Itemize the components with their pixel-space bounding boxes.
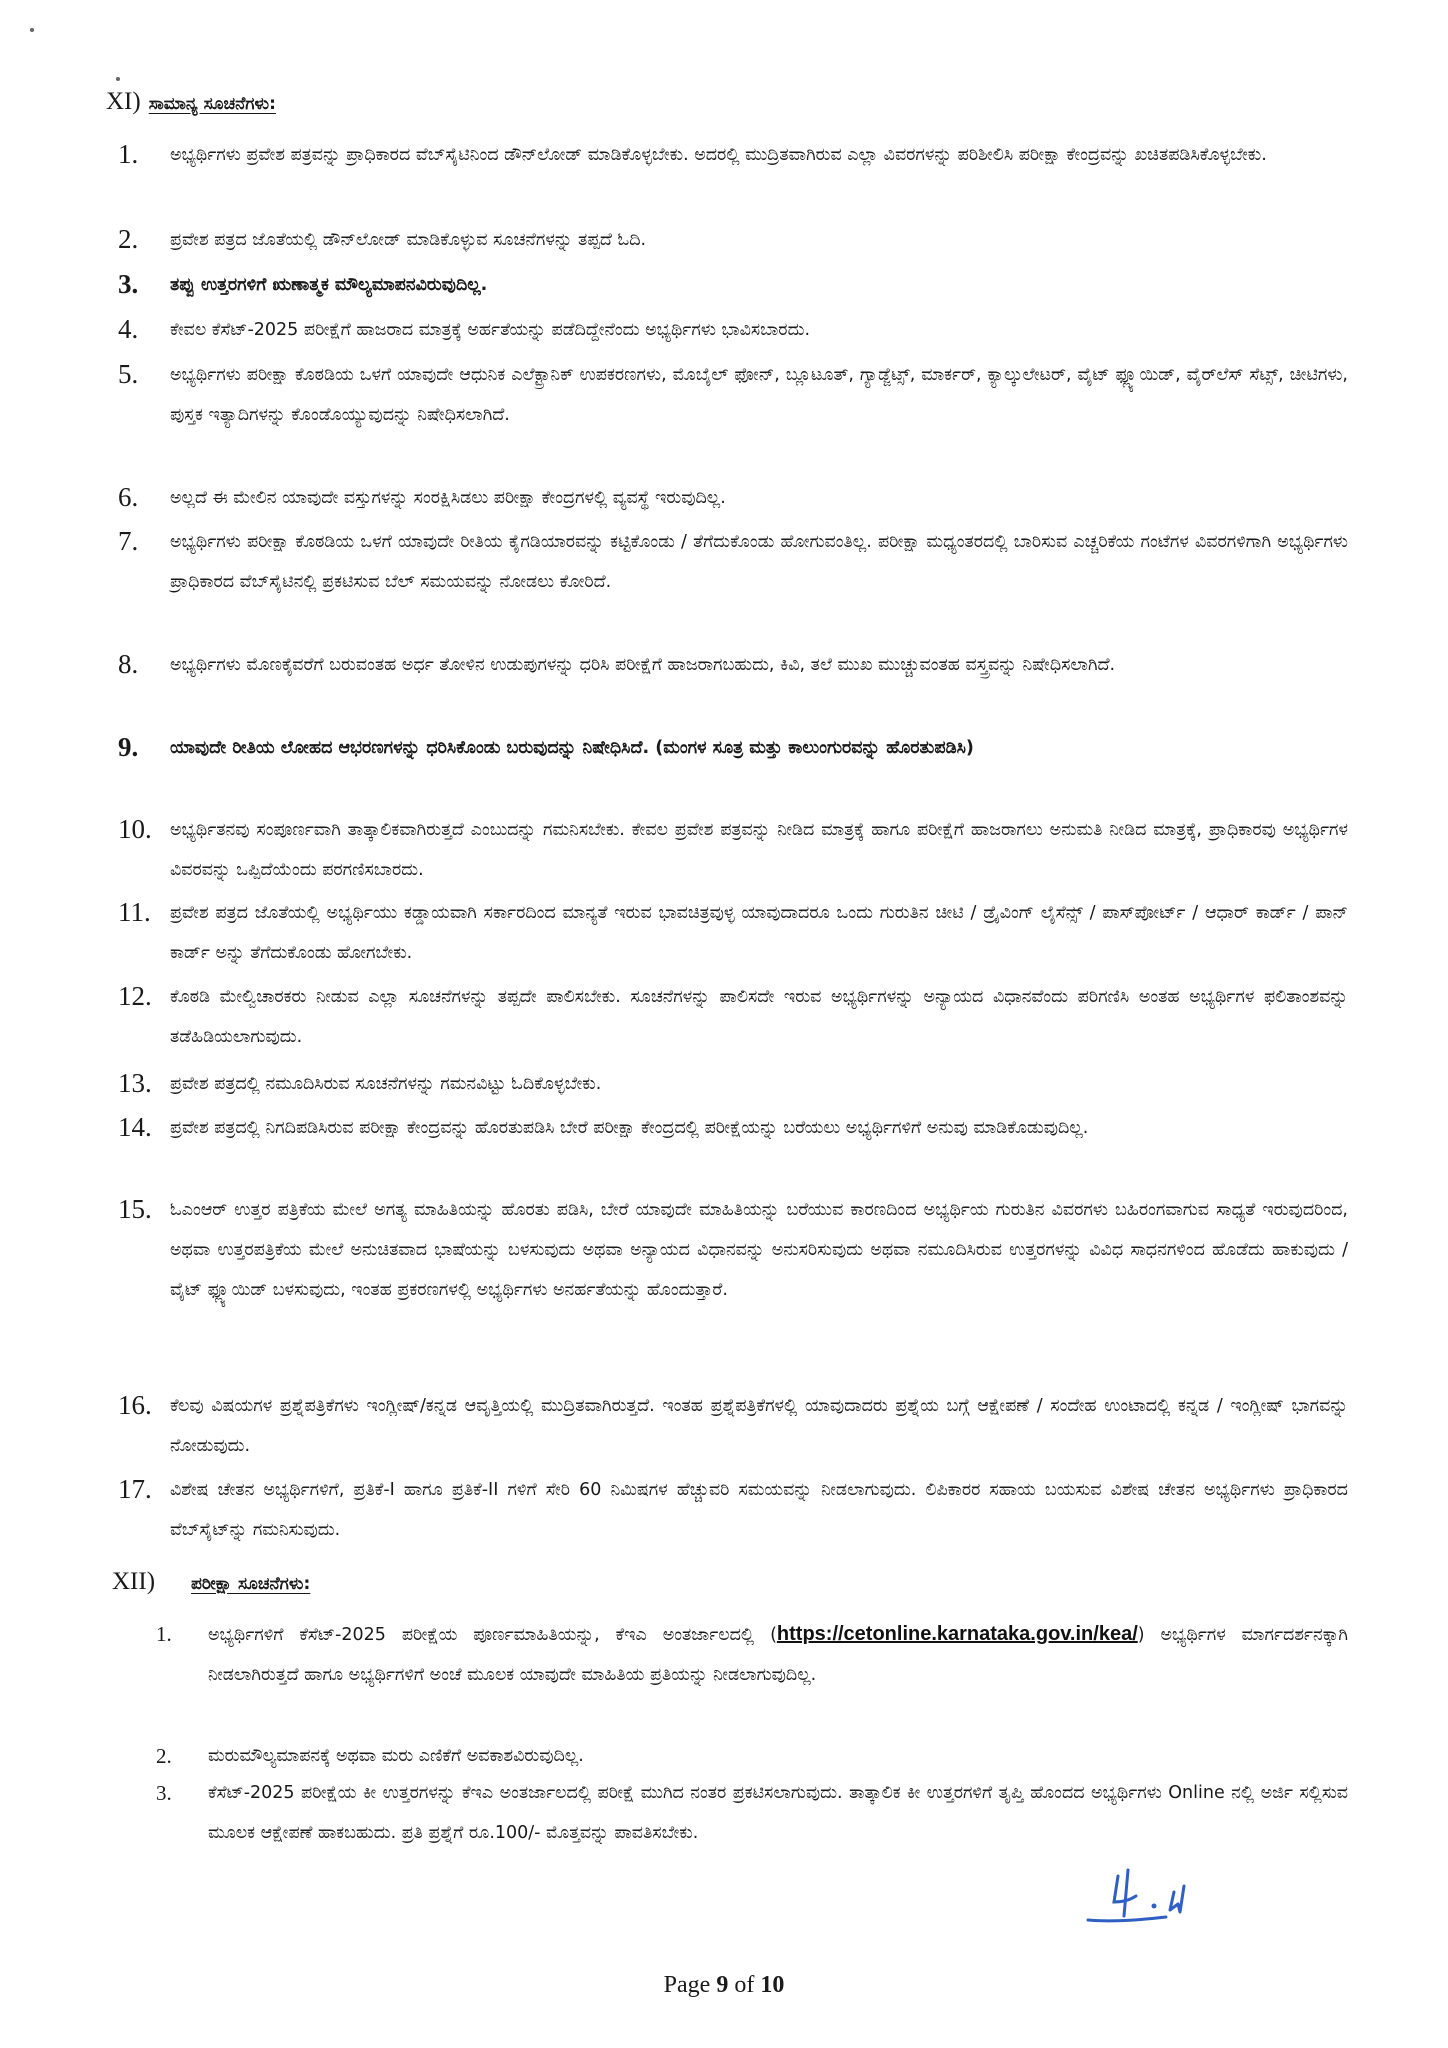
list-item (118, 645, 1348, 685)
list-item (118, 522, 1348, 602)
item-number: 9. (118, 732, 139, 762)
list-item (118, 1386, 1348, 1466)
item-text: ಕೆಲವು ವಿಷಯಗಳ ಪ್ರಶ್ನೆಪತ್ರಿಕೆಗಳು ಇಂಗ್ಲೀಷ್/ಕನ್ನಡ ಆವೃತ್ತಿಯಲ್ಲಿ ಮುದ್ರಿತವಾಗಿರುತ್ತದೆ. ಇಂತಹ ಪ್ರಶ್ನೆಪತ್ರಿಕೆಗಳಲ್ಲಿ ಯಾವುದಾದರು ಪ್ರಶ್ನೆಯ ಬಗ್ಗೆ ಆಕ್ಷೇಪಣೆ / ಸಂದೇಹ ಉಂಟಾದಲ್ಲಿ ಕನ್ನಡ / ಇಂಗ್ಲೀಷ್ ಭಾಗವನ್ನು ನೋಡುವುದು. (170, 1396, 1348, 1456)
item-number: 7. (118, 526, 139, 556)
total-pages-number: 10 (760, 1972, 785, 1998)
list-item (118, 135, 1348, 175)
link-bracket: ( (770, 1625, 777, 1645)
item-number: 16. (118, 1390, 152, 1420)
list-item (118, 1064, 1348, 1104)
item-number: 3. (118, 269, 139, 299)
item-number: 10. (118, 814, 152, 844)
scan-speck (30, 28, 34, 32)
item-text: ಅಭ್ಯರ್ಥಿತನವು ಸಂಪೂರ್ಣವಾಗಿ ತಾತ್ಕಾಲಿಕವಾಗಿರುತ್ತದೆ ಎಂಬುದನ್ನು ಗಮನಿಸಬೇಕು. ಕೇವಲ ಪ್ರವೇಶ ಪತ್ರವನ್ನು ನೀಡಿದ ಮಾತ್ರಕ್ಕೆ ಹಾಗೂ ಪರೀಕ್ಷೆಗೆ ಹಾಜರಾಗಲು ಅನುಮತಿ ನೀಡಿದ ಮಾತ್ರಕ್ಕೆ, ಪ್ರಾಧಿಕಾರವು ಅಭ್ಯರ್ಥಿಗಳ ವಿವರವನ್ನು ಒಪ್ಪಿದೆಯೆಂದು ಪರಗಣಿಸಬಾರದು. (170, 820, 1348, 880)
kea-website-link[interactable]: https://cetonline.karnataka.gov.in/kea/ (776, 1623, 1138, 1645)
item-number: 15. (118, 1194, 152, 1224)
item-text: ಓಎಂಆರ್ ಉತ್ತರ ಪತ್ರಿಕೆಯ ಮೇಲೆ ಅಗತ್ಯ ಮಾಹಿತಿಯನ್ನು ಹೊರತು ಪಡಿಸಿ, ಬೇರೆ ಯಾವುದೇ ಮಾಹಿತಿಯನ್ನು ಬರೆಯುವ ಕಾರಣದಿಂದ ಅಭ್ಯರ್ಥಿಯ ಗುರುತಿನ ವಿವರಗಳು ಬಹಿರಂಗವಾಗುವ ಸಾಧ್ಯತೆ ಇರುವುದರಿಂದ, ಅಥವಾ ಉತ್ತರಪತ್ರಿಕೆಯ ಮೇಲೆ ಅನುಚಿತವಾದ ಭಾಷೆಯನ್ನು ಬಳಸುವುದು ಅಥವಾ ಅನ್ಯಾಯದ ವಿಧಾನವನ್ನು ಅನುಸರಿಸುವುದು ಅಥವಾ ನಮೂದಿಸಿರುವ ಉತ್ತರಗಳನ್ನು ವಿವಿಧ ಸಾಧನಗಳಿಂದ ಹೊಡೆದು ಹಾಕುವುದು / ವೈಟ್ ಫ್ಲ್ಯೂಯಿಡ್ ಬಳಸುವುದು, ಇಂತಹ ಪ್ರಕರಣಗಳಲ್ಲಿ ಅಭ್ಯರ್ಥಿಗಳು ಅನರ್ಹತೆಯನ್ನು ಹೊಂದುತ್ತಾರೆ. (170, 1200, 1348, 1300)
handwritten-signature (1070, 1862, 1210, 1932)
list-item (118, 893, 1348, 973)
list-item (118, 220, 1348, 260)
item-number: 1. (118, 139, 139, 169)
item-text-part: ಅಭ್ಯರ್ಥಿಗಳ ಮಾರ್ಗದರ್ಶನಕ್ಕಾಗಿ ನೀಡಲಾಗಿರುತ್ತದೆ ಹಾಗೂ ಅಭ್ಯರ್ಥಿಗಳಿಗೆ ಅಂಚೆ ಮೂಲಕ ಯಾವುದೇ ಮಾಹಿತಿಯ ಪ್ರತಿಯನ್ನು ನೀಡಲಾಗುವುದಿಲ್ಲ. (208, 1625, 1348, 1685)
list-item (156, 1773, 1348, 1853)
section-12-number: XII) (112, 1568, 156, 1595)
item-text: ಮರುಮೌಲ್ಯಮಾಪನಕ್ಕೆ ಅಥವಾ ಮರು ಎಣಿಕೆಗೆ ಅವಕಾಶವಿರುವುದಿಲ್ಲ. (208, 1746, 584, 1766)
item-text: ತಪ್ಪು ಉತ್ತರಗಳಿಗೆ ಋಣಾತ್ಮಕ ಮೌಲ್ಯಮಾಪನವಿರುವುದಿಲ್ಲ. (170, 275, 488, 295)
list-item (118, 355, 1348, 435)
item-number: 12. (118, 981, 152, 1011)
list-item (156, 1614, 1348, 1695)
page-footer (0, 1972, 1448, 1999)
item-text: ಯಾವುದೇ ರೀತಿಯ ಲೋಹದ ಆಭರಣಗಳನ್ನು ಧರಿಸಿಕೊಂಡು ಬರುವುದನ್ನು ನಿಷೇಧಿಸಿದೆ. (ಮಂಗಳ ಸೂತ್ರ ಮತ್ತು ಕಾಲುಂಗುರವನ್ನು ಹೊರತುಪಡಿಸಿ) (170, 738, 974, 758)
list-item (118, 810, 1348, 890)
list-item (118, 1190, 1348, 1310)
item-text: ಪ್ರವೇಶ ಪತ್ರದಲ್ಲಿ ನಮೂದಿಸಿರುವ ಸೂಚನೆಗಳನ್ನು ಗಮನವಿಟ್ಟು ಓದಿಕೊಳ್ಳಬೇಕು. (170, 1074, 602, 1094)
item-text: ಅಭ್ಯರ್ಥಿಗಳು ಮೊಣಕೈವರೆಗೆ ಬರುವಂತಹ ಅರ್ಧ ತೋಳಿನ ಉಡುಪುಗಳನ್ನು ಧರಿಸಿ ಪರೀಕ್ಷೆಗೆ ಹಾಜರಾಗಬಹುದು, ಕಿವಿ, ತಲೆ ಮುಖ ಮುಚ್ಚುವಂತಹ ವಸ್ತ್ರವನ್ನು ನಿಷೇಧಿಸಲಾಗಿದೆ. (170, 655, 1116, 675)
list-item (118, 265, 1348, 305)
item-number: 11. (118, 897, 151, 927)
list-item (118, 1470, 1348, 1550)
item-number: 14. (118, 1112, 152, 1142)
item-number: 5. (118, 359, 139, 389)
item-text: ಅಭ್ಯರ್ಥಿಗಳು ಪರೀಕ್ಷಾ ಕೊಠಡಿಯ ಒಳಗೆ ಯಾವುದೇ ರೀತಿಯ ಕೈಗಡಿಯಾರವನ್ನು ಕಟ್ಟಿಕೊಂಡು / ತೆಗೆದುಕೊಂಡು ಹೋಗುವಂತಿಲ್ಲ. ಪರೀಕ್ಷಾ ಮಧ್ಯಂತರದಲ್ಲಿ ಬಾರಿಸುವ ಎಚ್ಚರಿಕೆಯ ಗಂಟೆಗಳ ವಿವರಗಳಿಗಾಗಿ ಅಭ್ಯರ್ಥಿಗಳು ಪ್ರಾಧಿಕಾರದ ವೆಬ್‌ಸೈಟಿನಲ್ಲಿ ಪ್ರಕಟಿಸುವ ಬೆಲ್ ಸಮಯವನ್ನು ನೋಡಲು ಕೋರಿದೆ. (170, 532, 1348, 592)
section-12-heading (112, 1568, 310, 1596)
item-number: 8. (118, 649, 139, 679)
item-number: 13. (118, 1068, 152, 1098)
item-text: ಅಭ್ಯರ್ಥಿಗಳು ಪ್ರವೇಶ ಪತ್ರವನ್ನು ಪ್ರಾಧಿಕಾರದ ವೆಬ್‌ಸೈಟಿನಿಂದ ಡೌನ್‌ಲೋಡ್ ಮಾಡಿಕೊಳ್ಳಬೇಕು. ಅದರಲ್ಲಿ ಮುದ್ರಿತವಾಗಿರುವ ಎಲ್ಲಾ ವಿವರಗಳನ್ನು ಪರಿಶೀಲಿಸಿ ಪರೀಕ್ಷಾ ಕೇಂದ್ರವನ್ನು ಖಚಿತಪಡಿಸಿಕೊಳ್ಳಬೇಕು. (170, 145, 1267, 165)
list-item (118, 478, 1348, 518)
item-number: 2. (156, 1744, 172, 1768)
item-text: ಪ್ರವೇಶ ಪತ್ರದ ಜೊತೆಯಲ್ಲಿ ಅಭ್ಯರ್ಥಿಯು ಕಡ್ಡಾಯವಾಗಿ ಸರ್ಕಾರದಿಂದ ಮಾನ್ಯತೆ ಇರುವ ಭಾವಚಿತ್ರವುಳ್ಳ ಯಾವುದಾದರೂ ಒಂದು ಗುರುತಿನ ಚೀಟಿ / ಡ್ರೈವಿಂಗ್ ಲೈಸೆನ್ಸ್ / ಪಾಸ್‌ಪೋರ್ಟ್ / ಆಧಾರ್ ಕಾರ್ಡ್ / ಪಾನ್ ಕಾರ್ಡ್ ಅನ್ನು ತೆಗೆದುಕೊಂಡು ಹೋಗಬೇಕು. (170, 903, 1348, 963)
list-item (118, 728, 1348, 768)
link-bracket: ) (1137, 1625, 1145, 1645)
item-number: 2. (118, 224, 139, 254)
list-item (118, 310, 1348, 350)
item-text (208, 1614, 1348, 1695)
section-11-heading (106, 88, 276, 116)
item-number: 17. (118, 1474, 152, 1504)
current-page-number: 9 (716, 1972, 729, 1998)
list-item (118, 1108, 1348, 1148)
item-text: ಪ್ರವೇಶ ಪತ್ರದ ಜೊತೆಯಲ್ಲಿ ಡೌನ್‌ಲೋಡ್ ಮಾಡಿಕೊಳ್ಳುವ ಸೂಚನೆಗಳನ್ನು ತಪ್ಪದೆ ಓದಿ. (170, 230, 647, 250)
item-text: ಪ್ರವೇಶ ಪತ್ರದಲ್ಲಿ ನಿಗದಿಪಡಿಸಿರುವ ಪರೀಕ್ಷಾ ಕೇಂದ್ರವನ್ನು ಹೊರತುಪಡಿಸಿ ಬೇರೆ ಪರೀಕ್ಷಾ ಕೇಂದ್ರದಲ್ಲಿ ಪರೀಕ್ಷೆಯನ್ನು ಬರೆಯಲು ಅಭ್ಯರ್ಥಿಗಳಿಗೆ ಅನುವು ಮಾಡಿಕೊಡುವುದಿಲ್ಲ. (170, 1118, 1089, 1138)
scan-speck (116, 77, 120, 81)
item-text: ಕೆಸೆಟ್-2025 ಪರೀಕ್ಷೆಯ ಕೀ ಉತ್ತರಗಳನ್ನು ಕೆಇಎ ಅಂತರ್ಜಾಲದಲ್ಲಿ ಪರೀಕ್ಷೆ ಮುಗಿದ ನಂತರ ಪ್ರಕಟಿಸಲಾಗುವುದು. ತಾತ್ಕಾಲಿಕ ಕೀ ಉತ್ತರಗಳಿಗೆ ತೃಪ್ತಿ ಹೊಂದದ ಅಭ್ಯರ್ಥಿಗಳು Online ನಲ್ಲಿ ಅರ್ಜಿ ಸಲ್ಲಿಸುವ ಮೂಲಕ ಆಕ್ಷೇಪಣೆ ಹಾಕಬಹುದು. ಪ್ರತಿ ಪ್ರಶ್ನೆಗೆ ರೂ.100/- ಮೊತ್ತವನ್ನು ಪಾವತಿಸಬೇಕು. (208, 1783, 1348, 1843)
list-item (118, 977, 1348, 1057)
section-12-title: ಪರೀಕ್ಷಾ ಸೂಚನೆಗಳು: (191, 1574, 311, 1594)
list-item (156, 1736, 1348, 1776)
item-text: ಅಭ್ಯರ್ಥಿಗಳು ಪರೀಕ್ಷಾ ಕೊಠಡಿಯ ಒಳಗೆ ಯಾವುದೇ ಆಧುನಿಕ ಎಲೆಕ್ಟ್ರಾನಿಕ್ ಉಪಕರಣಗಳು, ಮೊಬೈಲ್ ಫೋನ್, ಬ್ಲೂಟೂತ್, ಗ್ಯಾಡ್ಜೆಟ್ಸ್, ಮಾರ್ಕರ್, ಕ್ಯಾಲ್ಕುಲೇಟರ್, ವೈಟ್ ಫ್ಲ್ಯೂಯಿಡ್, ವೈರ್‌ಲೆಸ್ ಸೆಟ್ಸ್, ಚೀಟಿಗಳು, ಪುಸ್ತಕ ಇತ್ಯಾದಿಗಳನ್ನು ಕೊಂಡೊಯ್ಯುವುದನ್ನು ನಿಷೇಧಿಸಲಾಗಿದೆ. (170, 365, 1348, 425)
section-11-title: ಸಾಮಾನ್ಯ ಸೂಚನೆಗಳು: (148, 94, 276, 114)
item-number: 3. (156, 1781, 172, 1805)
page-label: Page (663, 1972, 711, 1998)
item-text: ಅಲ್ಲದೆ ಈ ಮೇಲಿನ ಯಾವುದೇ ವಸ್ತುಗಳನ್ನು ಸಂರಕ್ಷಿಸಿಡಲು ಪರೀಕ್ಷಾ ಕೇಂದ್ರಗಳಲ್ಲಿ ವ್ಯವಸ್ಥೆ ಇರುವುದಿಲ್ಲ. (170, 488, 726, 508)
section-11-number: XI) (106, 88, 141, 115)
item-text-part: ಅಭ್ಯರ್ಥಿಗಳಿಗೆ ಕೆಸೆಟ್-2025 ಪರೀಕ್ಷೆಯ ಪೂರ್ಣಮಾಹಿತಿಯನ್ನು, ಕೆಇಎ ಅಂತರ್ಜಾಲದಲ್ಲಿ (208, 1625, 755, 1645)
item-number: 4. (118, 314, 139, 344)
item-number: 6. (118, 482, 139, 512)
item-number: 1. (156, 1622, 172, 1646)
item-text: ಕೇವಲ ಕೆಸೆಟ್-2025 ಪರೀಕ್ಷೆಗೆ ಹಾಜರಾದ ಮಾತ್ರಕ್ಕೆ ಅರ್ಹತೆಯನ್ನು ಪಡೆದಿದ್ದೇನೆಂದು ಅಭ್ಯರ್ಥಿಗಳು ಭಾವಿಸಬಾರದು. (170, 320, 811, 340)
item-text: ಕೊಠಡಿ ಮೇಲ್ವಿಚಾರಕರು ನೀಡುವ ಎಲ್ಲಾ ಸೂಚನೆಗಳನ್ನು ತಪ್ಪದೇ ಪಾಲಿಸಬೇಕು. ಸೂಚನೆಗಳನ್ನು ಪಾಲಿಸದೇ ಇರುವ ಅಭ್ಯರ್ಥಿಗಳನ್ನು ಅನ್ಯಾಯದ ವಿಧಾನವೆಂದು ಪರಿಗಣಿಸಿ ಅಂತಹ ಅಭ್ಯರ್ಥಿಗಳ ಫಲಿತಾಂಶವನ್ನು ತಡೆಹಿಡಿಯಲಾಗುವುದು. (170, 987, 1348, 1047)
item-text: ವಿಶೇಷ ಚೇತನ ಅಭ್ಯರ್ಥಿಗಳಿಗೆ, ಪ್ರತಿಕೆ-I ಹಾಗೂ ಪ್ರತಿಕೆ-II ಗಳಿಗೆ ಸೇರಿ 60 ನಿಮಿಷಗಳ ಹೆಚ್ಚುವರಿ ಸಮಯವನ್ನು ನೀಡಲಾಗುವುದು. ಲಿಪಿಕಾರರ ಸಹಾಯ ಬಯಸುವ ವಿಶೇಷ ಚೇತನ ಅಭ್ಯರ್ಥಿಗಳು ಪ್ರಾಧಿಕಾರದ ವೆಬ್‌ಸೈಟ್‌ನ್ನು ಗಮನಿಸುವುದು. (170, 1480, 1348, 1540)
page-of-label: of (734, 1972, 755, 1998)
